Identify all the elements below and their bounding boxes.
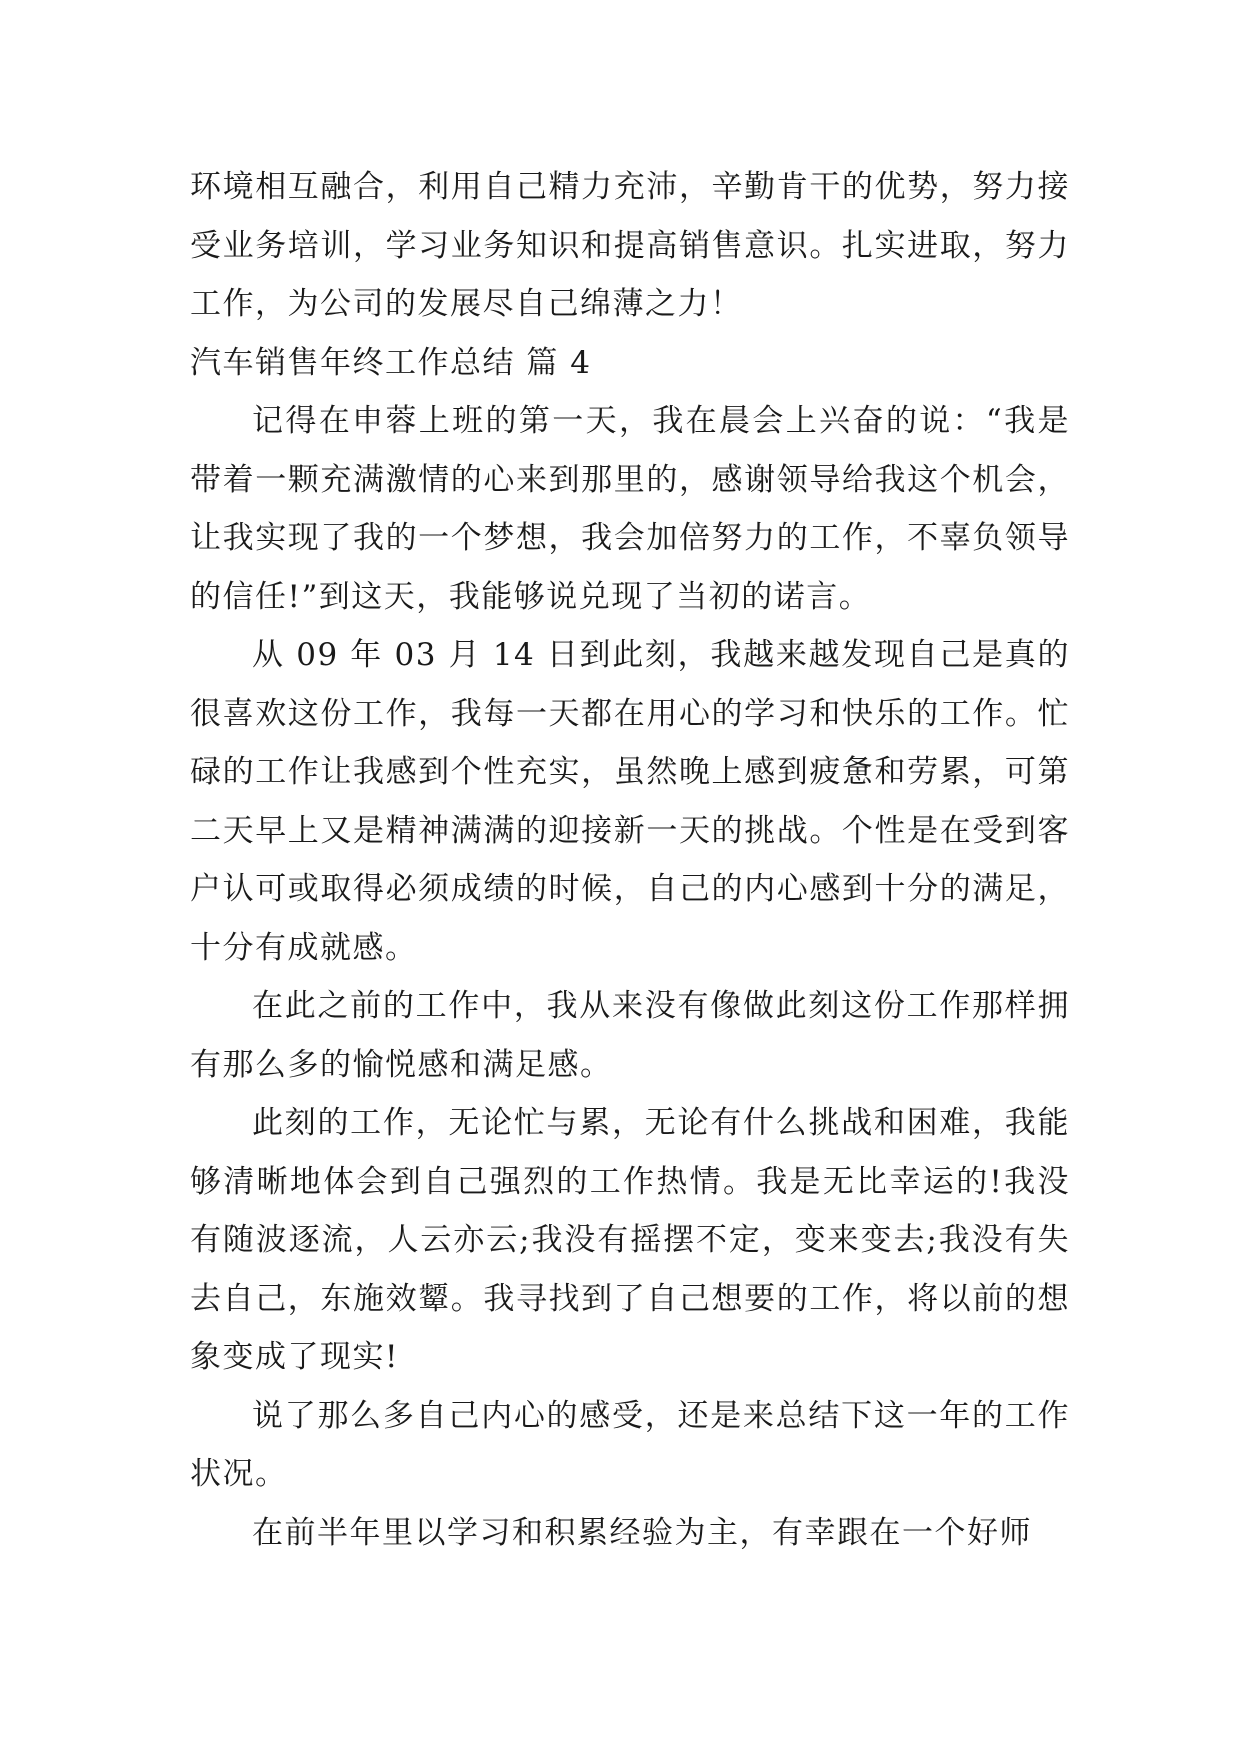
paragraph: 在此之前的工作中，我从来没有像做此刻这份工作那样拥有那么多的愉悦感和满足感。 (190, 988, 1070, 1083)
paragraph: 从 09 年 03 月 14 日到此刻，我越来越发现自己是真的很喜欢这份工作，我每一天都在用心的学习和快乐的工作。忙碌的工作让我感到个性充实，虽然晚上感到疲惫和劳累，可第二天早上又是精神满满的迎接新一天的挑战。个性是在受到客户认可或取得必须成绩的时候，自己的内心感到十分的满足，十分有成就感。 (190, 637, 1070, 966)
paragraph: 在前半年里以学习和积累经验为主，有幸跟在一个好师 (252, 1514, 1032, 1551)
paragraph-continuation: 环境相互融合，利用自己精力充沛，辛勤肯干的优势，努力接受业务培训，学习业务知识和提高销售意识。扎实进取，努力工作，为公司的发展尽自己绵薄之力！ (190, 169, 1070, 322)
paragraph: 记得在申蓉上班的第一天，我在晨会上兴奋的说：“我是带着一颗充满激情的心来到那里的，感谢领导给我这个机会，让我实现了我的一个梦想，我会加倍努力的工作，不辜负领导的信任!”到这天，我能够说兑现了当初的诺言。 (190, 403, 1070, 615)
section-heading: 汽车销售年终工作总结 篇 4 (190, 344, 592, 381)
document-body (190, 158, 1070, 1562)
paragraph: 说了那么多自己内心的感受，还是来总结下这一年的工作状况。 (190, 1397, 1070, 1492)
paragraph: 此刻的工作，无论忙与累，无论有什么挑战和困难，我能够清晰地体会到自己强烈的工作热情。我是无比幸运的!我没有随波逐流，人云亦云;我没有摇摆不定，变来变去;我没有失去自己，东施效颦。我寻找到了自己想要的工作，将以前的想象变成了现实! (190, 1105, 1070, 1375)
